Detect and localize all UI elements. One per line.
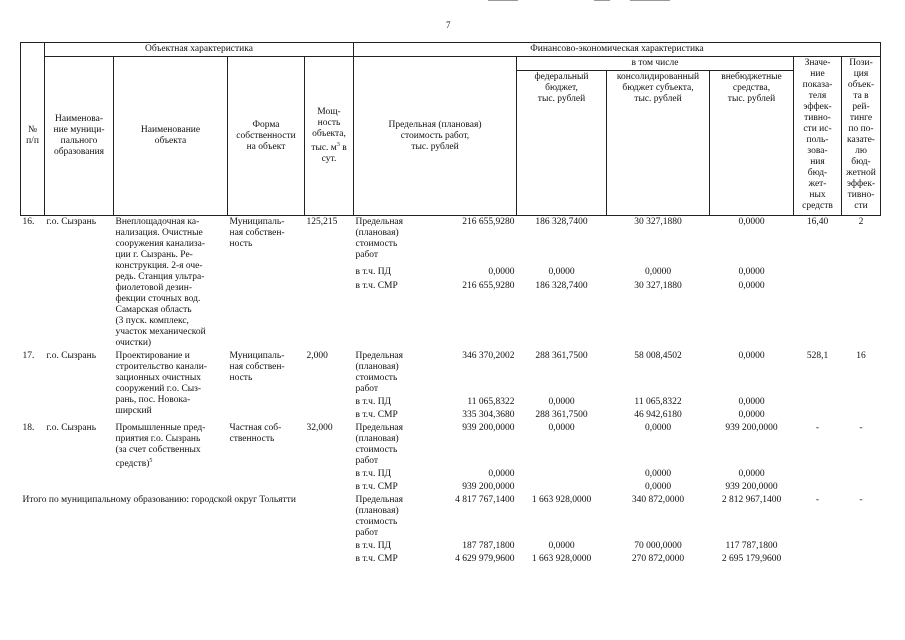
scan-dash (594, 0, 610, 1)
header-federal-budget: федеральный бюджет, тыс. рублей (517, 71, 607, 216)
consolidated-budget-pd: 0,0000 (644, 469, 672, 479)
extrabudget-pd: 0,0000 (738, 397, 765, 407)
total-cost-pd: 0,0000 (488, 469, 515, 479)
total-cost: 216 655,9280 (462, 217, 515, 227)
extrabudget: 0,0000 (738, 217, 765, 227)
cost-label-pd: в т.ч. ПД (355, 397, 392, 407)
total-cost-pd: 11 065,8322 (467, 397, 515, 407)
federal-budget-smr: 186 328,7400 (535, 281, 588, 291)
total-label: Итого по муниципальному образованию: городской округ Тольятти (22, 495, 296, 505)
rating-position: 2 (858, 217, 864, 227)
table-row (21, 216, 881, 266)
blank (842, 396, 881, 409)
cost-label-smr: в т.ч. СМР (355, 410, 398, 420)
object-name-cell (114, 216, 228, 351)
capacity: 2,000 (306, 351, 328, 361)
cost-label-pd: в т.ч. ПД (355, 469, 392, 479)
federal-budget-pd (517, 468, 607, 481)
rating-position: 16 (856, 351, 866, 361)
consolidated-budget-smr: 46 942,6180 (634, 410, 682, 420)
header-rating-position: Пози- ция объек- та в рей- тинге по по- казате- лю бюд- жетной эффек- тивно- сти (842, 57, 881, 216)
blank (794, 540, 842, 553)
blank (794, 481, 842, 494)
object-name-cell (114, 350, 228, 422)
consolidated-budget-pd: 70 000,0000 (634, 541, 682, 551)
header-consolidated-budget: консолидированный бюджет субъекта, тыс. рублей (607, 71, 710, 216)
header-object-name: Наименование объекта (114, 57, 228, 216)
header-ownership: Форма собственности на объект (228, 57, 305, 216)
scan-dash (488, 0, 518, 1)
row-number: 18. (22, 423, 35, 433)
consolidated-budget-smr: 270 872,0000 (631, 554, 685, 564)
total-cost-pd: 187 787,1800 (462, 541, 515, 551)
cost-label-pd: в т.ч. ПД (355, 266, 392, 277)
federal-budget: 1 663 928,0000 (531, 495, 592, 505)
total-cost-smr: 939 200,0000 (462, 482, 515, 492)
cost-label-limit: Предельная (плановая) стоимость работ (355, 351, 403, 394)
total-cost-smr: 216 655,9280 (462, 281, 515, 291)
header-number: № п/п (21, 57, 45, 216)
header-municipality: Наименова- ние муници- пального образования (45, 57, 114, 216)
efficiency-value: 528,1 (806, 351, 829, 361)
cost-label-smr: в т.ч. СМР (355, 281, 398, 291)
header-efficiency-value: Значе- ние показа- теля эффек- тивно- сти ис- поль- зова- ния бюд- жет- ных средств (794, 57, 842, 216)
blank (794, 553, 842, 566)
object-name: Промышленные пред- приятия г.о. Сызрань (за счет собственных средств) (115, 423, 206, 470)
federal-budget-pd: 0,0000 (548, 397, 575, 407)
total-cost-pd: 0,0000 (488, 266, 515, 277)
federal-budget: 0,0000 (548, 423, 575, 433)
header-blank (21, 43, 45, 57)
federal-budget-smr: 1 663 928,0000 (531, 554, 592, 564)
blank (794, 468, 842, 481)
federal-budget-pd: 0,0000 (548, 266, 575, 277)
ownership: Муниципаль- ная собствен- ность (229, 351, 285, 383)
cost-label-limit: Предельная (плановая) стоимость работ (355, 217, 403, 260)
header-in-total: в том числе (517, 57, 794, 71)
capacity: 32,000 (306, 423, 333, 433)
extrabudget: 0,0000 (738, 351, 765, 361)
consolidated-budget: 340 872,0000 (631, 495, 685, 505)
consolidated-budget-smr: 30 327,1880 (634, 281, 682, 291)
blank (842, 280, 881, 350)
extrabudget-smr: 2 695 179,9600 (721, 554, 782, 564)
header-extrabudget: внебюджетные средства, тыс. рублей (710, 71, 794, 216)
header-row-2 (21, 57, 881, 71)
header-financial-characteristics: Финансово-экономическая характеристика (354, 43, 881, 57)
row-number: 16. (22, 217, 35, 227)
blank (842, 266, 881, 280)
extrabudget-smr: 0,0000 (738, 410, 765, 420)
blank (842, 540, 881, 553)
blank (842, 553, 881, 566)
header-limit-cost: Предельная (плановая) стоимость работ, тыс. рублей (354, 57, 517, 216)
cost-label-smr: в т.ч. СМР (355, 554, 398, 564)
cost-label-limit: Предельная (плановая) стоимость работ (355, 495, 403, 538)
extrabudget-pd: 117 787,1800 (725, 541, 778, 551)
total-cost-smr: 335 304,3680 (462, 410, 515, 420)
cost-label-smr: в т.ч. СМР (355, 482, 398, 492)
extrabudget: 939 200,0000 (725, 423, 778, 433)
municipality: г.о. Сызрань (46, 351, 97, 361)
total-cost: 346 370,2002 (462, 351, 515, 361)
object-name: Проектирование и строительство канали- зационных очистных сооружений г.о. Сыз- рань, пос. Новока- ширский (115, 351, 207, 416)
blank (794, 396, 842, 409)
objects-table (20, 42, 881, 566)
efficiency-value: 16,40 (806, 217, 829, 227)
consolidated-budget-pd: 11 065,8322 (634, 397, 682, 407)
blank (794, 409, 842, 422)
table-row (21, 422, 881, 468)
consolidated-budget: 30 327,1880 (634, 217, 682, 227)
municipality: г.о. Сызрань (46, 423, 97, 433)
federal-budget-smr: 288 361,7500 (535, 410, 588, 420)
consolidated-budget-smr: 0,0000 (644, 482, 672, 492)
header-row-1 (21, 43, 881, 57)
federal-budget-smr (517, 481, 607, 494)
extrabudget: 2 812 967,1400 (721, 495, 782, 505)
federal-budget-pd: 0,0000 (548, 541, 575, 551)
ownership: Частная соб- ственность (229, 423, 282, 444)
scan-dash (630, 0, 670, 1)
extrabudget-smr: 0,0000 (738, 281, 765, 291)
object-name: Внеплощадочная ка- нализация. Очистные сооружения канализа- ции г. Сызрань. Ре- конструкция. 2-я оче- редь. Станция ультра- фиолетовой дезин- фекции сточных вод. Самарская область (3 пуск. комплекс, участок механической очистки) (115, 217, 206, 348)
federal-budget: 186 328,7400 (535, 217, 588, 227)
footnote-marker: 5 (149, 458, 153, 464)
consolidated-budget-pd: 0,0000 (644, 266, 672, 277)
capacity: 125,215 (306, 217, 338, 227)
cost-label-pd: в т.ч. ПД (355, 541, 392, 551)
table-row (21, 350, 881, 396)
municipality: г.о. Сызрань (46, 217, 97, 227)
total-row (21, 494, 881, 540)
blank (842, 468, 881, 481)
extrabudget-pd: 0,0000 (738, 266, 765, 277)
rating-position: - (859, 495, 863, 505)
header-capacity: Мощ- ность объекта, тыс. $м^3$ в сут. (305, 57, 354, 216)
efficiency-value: - (815, 423, 820, 433)
efficiency-value: - (815, 495, 820, 505)
blank (794, 266, 842, 280)
rating-position: - (859, 423, 863, 433)
consolidated-budget: 58 008,4502 (634, 351, 682, 361)
cost-label-limit: Предельная (плановая) стоимость работ (355, 423, 403, 466)
ownership: Муниципаль- ная собствен- ность (229, 217, 285, 249)
object-name-cell (114, 422, 228, 494)
blank (794, 280, 842, 350)
federal-budget: 288 361,7500 (535, 351, 588, 361)
blank (842, 409, 881, 422)
blank (842, 481, 881, 494)
total-cost-smr: 4 629 979,9600 (455, 554, 515, 564)
page-number: 7 (446, 20, 451, 30)
consolidated-budget: 0,0000 (644, 423, 672, 433)
extrabudget-smr: 939 200,0000 (725, 482, 778, 492)
extrabudget-pd: 0,0000 (738, 469, 765, 479)
header-object-characteristics: Объектная характеристика (45, 43, 354, 57)
total-cost: 4 817 767,1400 (455, 495, 515, 505)
total-cost: 939 200,0000 (462, 423, 515, 433)
row-number: 17. (22, 351, 35, 361)
